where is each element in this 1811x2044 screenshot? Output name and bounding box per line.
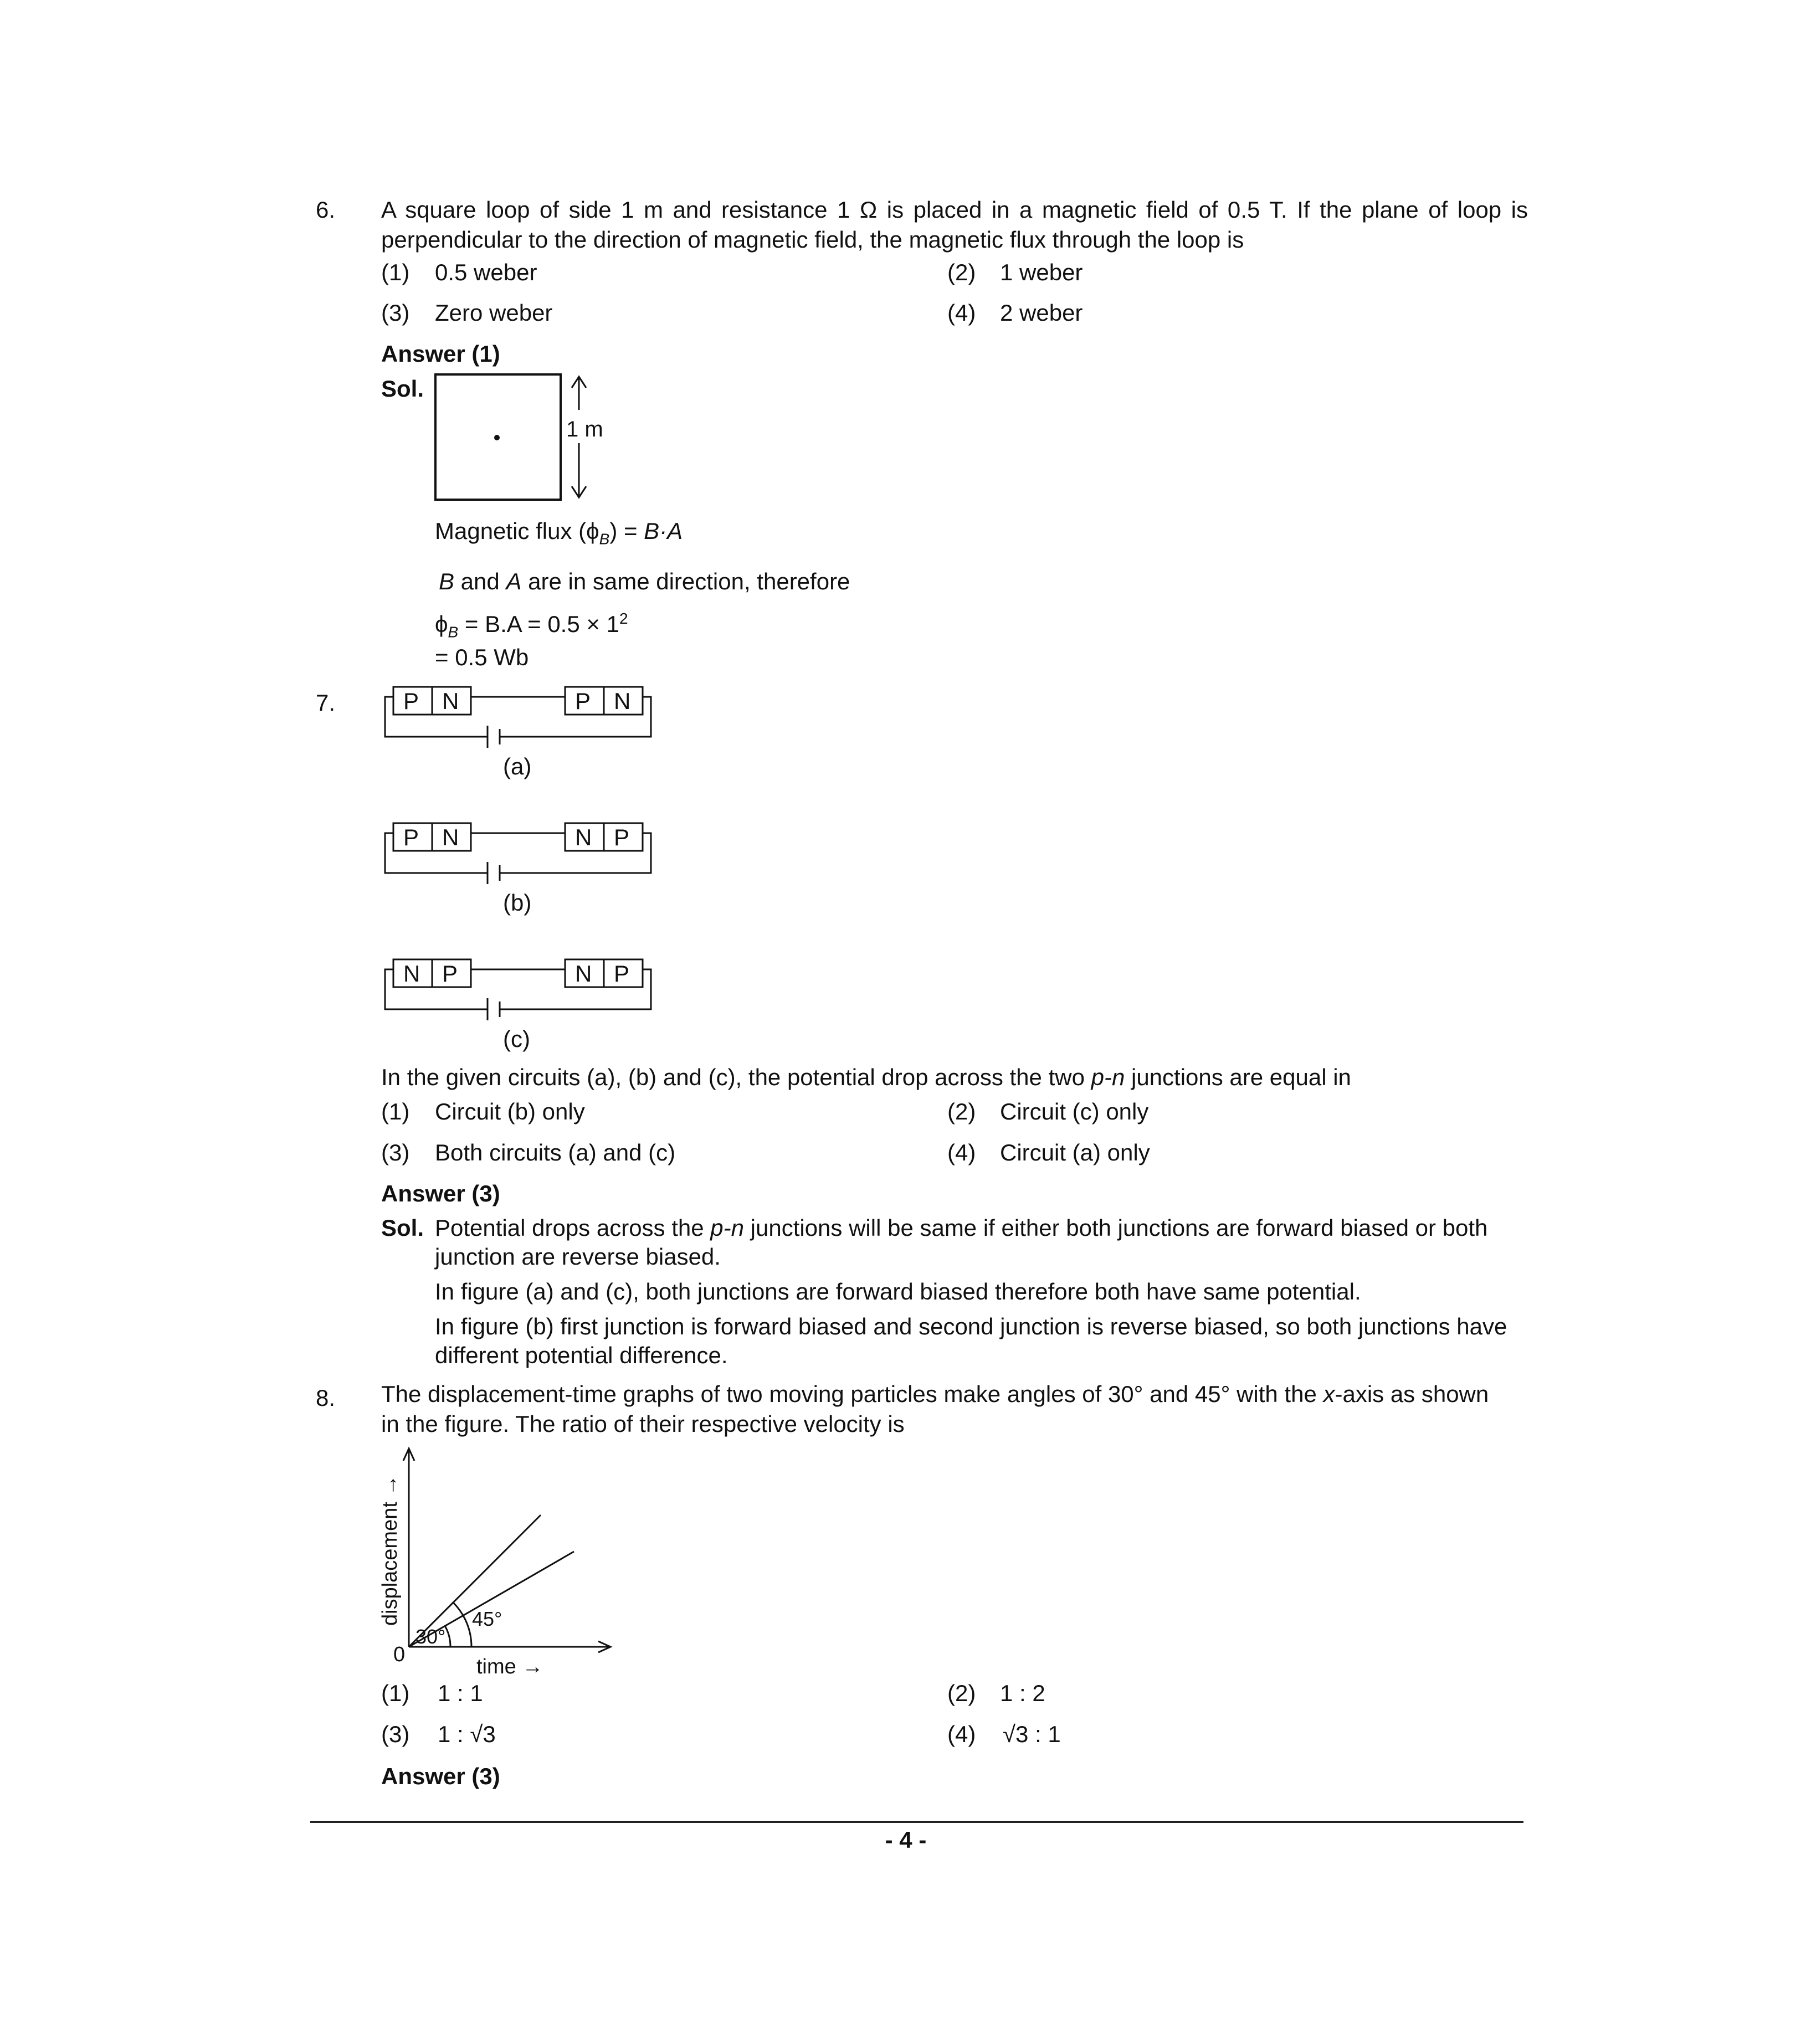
- q6-option-3-number: (3): [381, 300, 410, 326]
- angle-30-label: 30°: [415, 1625, 446, 1648]
- arc-45-degree: [453, 1603, 471, 1647]
- left-wire: [385, 833, 488, 873]
- semiconductor-label: P: [614, 961, 630, 987]
- q6-option-1-text: 0.5 weber: [435, 259, 537, 285]
- q7-option-4-text: Circuit (a) only: [1000, 1139, 1150, 1165]
- q6-sol-result-line: = 0.5 Wb: [435, 644, 529, 670]
- semiconductor-label: P: [614, 824, 630, 850]
- q7-sol-line-1: Potential drops across the p-n junctions will be same if either both junctions are forward biased or both: [435, 1215, 1488, 1241]
- q6-number: 6.: [316, 197, 336, 223]
- q6-square-loop-figure: [427, 371, 604, 510]
- angle-45-label: 45°: [472, 1608, 502, 1630]
- q8-stem-line-2: in the figure. The ratio of their respective velocity is: [381, 1411, 905, 1437]
- q6-option-2-text: 1 weber: [1000, 259, 1083, 285]
- q7-number: 7.: [316, 690, 336, 716]
- circuit-caption: (c): [503, 1026, 530, 1052]
- q7-option-3-text: Both circuits (a) and (c): [435, 1139, 676, 1165]
- origin-label: 0: [393, 1643, 406, 1666]
- circuit-caption: (b): [503, 890, 532, 916]
- semiconductor-label: N: [403, 961, 420, 987]
- circuit-caption: (a): [503, 753, 532, 779]
- semiconductor-label: P: [575, 688, 591, 714]
- q6-option-4-number: (4): [947, 300, 976, 326]
- q7-option-3-number: (3): [381, 1139, 410, 1165]
- q6-sol-direction-line: B and A are in same direction, therefore: [439, 568, 850, 594]
- q6-option-2-number: (2): [947, 259, 976, 285]
- semiconductor-label: P: [442, 961, 458, 987]
- q7-option-1-text: Circuit (b) only: [435, 1098, 585, 1124]
- arc-30-degree: [445, 1626, 450, 1647]
- q7-answer: Answer (3): [381, 1180, 500, 1206]
- q7-sol-line-3: In figure (a) and (c), both junctions are forward biased therefore both have same potential.: [435, 1278, 1361, 1305]
- semiconductor-label: N: [442, 688, 459, 714]
- q7-sol-line-2: junction are reverse biased.: [435, 1244, 721, 1270]
- y-axis-label: displacement →: [378, 1475, 402, 1626]
- q8-number: 8.: [316, 1385, 336, 1411]
- q8-option-4-text: √3 : 1: [1003, 1721, 1061, 1747]
- semiconductor-label: P: [403, 824, 419, 850]
- q8-stem-line-1: The displacement-time graphs of two moving particles make angles of 30° and 45° with the x-axis as shown: [381, 1381, 1489, 1407]
- q7-option-2-number: (2): [947, 1098, 976, 1124]
- q8-answer: Answer (3): [381, 1763, 500, 1789]
- q6-stem: A square loop of side 1 m and resistance 1 Ω is placed in a magnetic field of 0.5 T. If the plane of loop is perpendicular to the direction of magnetic field, the magnetic flux through the loop is: [381, 197, 1528, 253]
- q7-sol-label: Sol.: [381, 1215, 424, 1241]
- footer-divider: [310, 1821, 1523, 1823]
- semiconductor-label: N: [442, 824, 459, 850]
- q6-answer: Answer (1): [381, 341, 500, 367]
- q6-sol-flux-line: Magnetic flux $(\phi_B) = B\cdot A$: [435, 518, 683, 548]
- x-axis-label: time →: [476, 1655, 543, 1678]
- q7-option-1-number: (1): [381, 1098, 410, 1124]
- q6-dimension-label: 1 m: [566, 417, 603, 441]
- semiconductor-label: N: [614, 688, 631, 714]
- q6-option-4-text: 2 weber: [1000, 300, 1083, 326]
- q8-displacement-time-graph: [371, 1443, 626, 1681]
- q6-option-1-number: (1): [381, 259, 410, 285]
- q8-option-1-number: (1): [381, 1680, 410, 1706]
- semiconductor-label: N: [575, 961, 592, 987]
- left-wire: [385, 697, 488, 737]
- page-number: - 4 -: [885, 1827, 927, 1853]
- q6-sol-calc-line: $\phi_B = B.A = 0.5 \times 1^2$: [435, 610, 628, 641]
- field-dot-icon: [494, 435, 500, 440]
- q8-option-4-number: (4): [947, 1721, 976, 1747]
- q8-option-2-text: 1 : 2: [1000, 1680, 1045, 1706]
- semiconductor-label: N: [575, 824, 592, 850]
- q8-option-2-number: (2): [947, 1680, 976, 1706]
- q7-stem: In the given circuits (a), (b) and (c), the potential drop across the two p-n junctions are equal in: [381, 1064, 1351, 1090]
- q7-sol-line-5: different potential difference.: [435, 1342, 728, 1368]
- q8-option-3-number: (3): [381, 1721, 410, 1747]
- left-wire: [385, 969, 488, 1009]
- q6-option-3-text: Zero weber: [435, 300, 553, 326]
- q8-option-3-text: 1 : √3: [438, 1721, 496, 1747]
- q7-option-4-number: (4): [947, 1139, 976, 1165]
- q8-option-1-text: 1 : 1: [438, 1680, 483, 1706]
- q7-sol-line-4: In figure (b) first junction is forward biased and second junction is reverse biased, so both junctions have: [435, 1313, 1507, 1339]
- semiconductor-label: P: [403, 688, 419, 714]
- q6-sol-label: Sol.: [381, 376, 424, 402]
- q7-option-2-text: Circuit (c) only: [1000, 1098, 1149, 1124]
